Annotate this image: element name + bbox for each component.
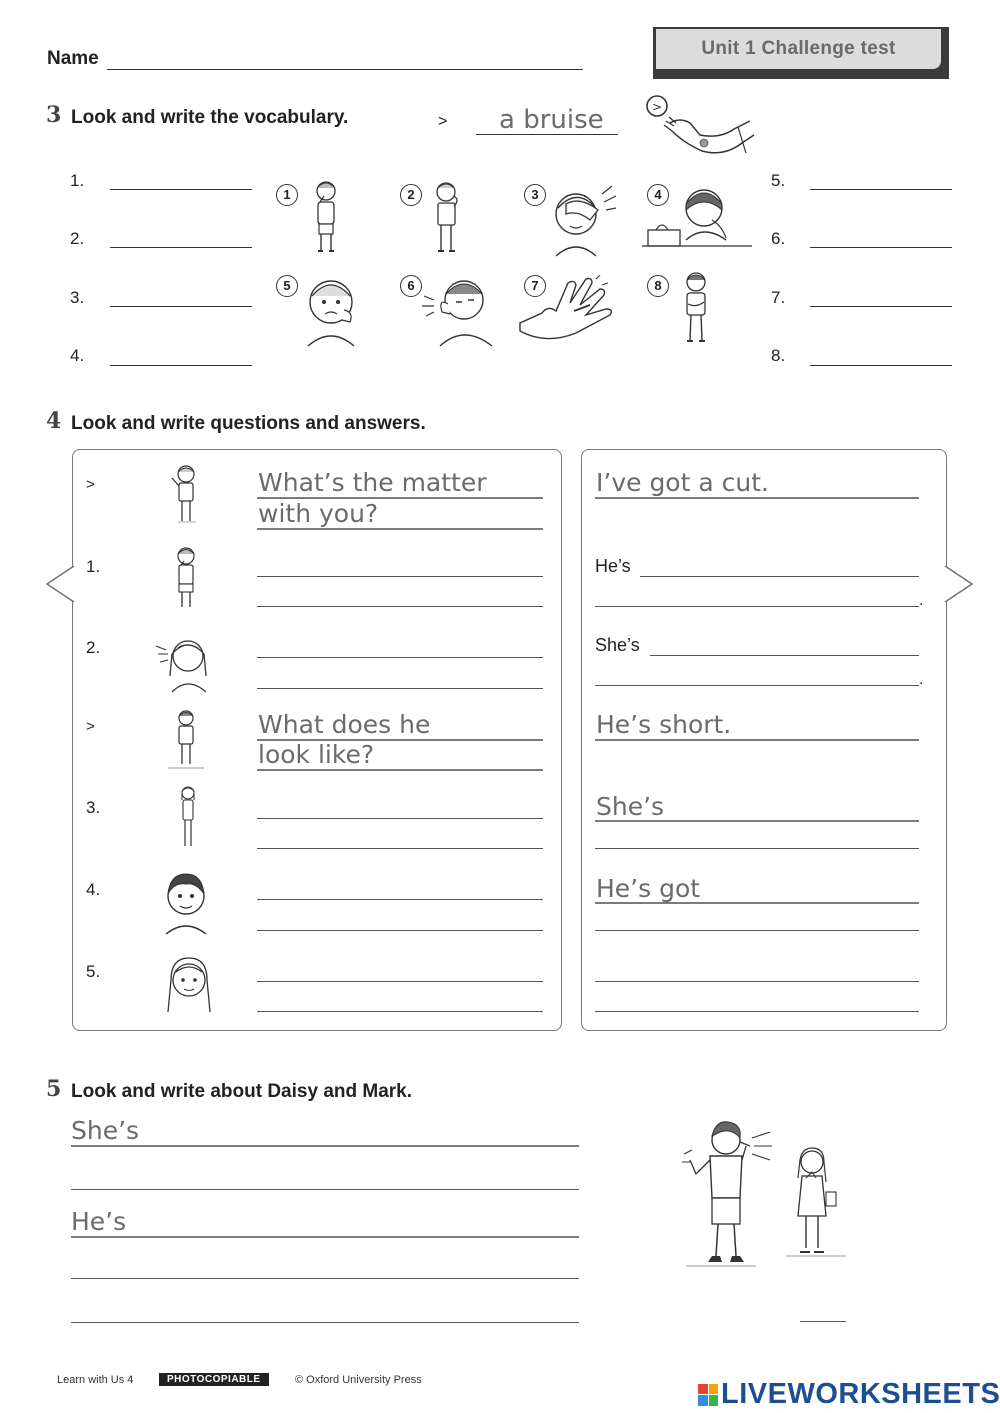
section3-number: 3 xyxy=(46,102,62,128)
question-line[interactable] xyxy=(257,848,543,849)
answer-line[interactable] xyxy=(595,930,919,931)
answer-line xyxy=(595,739,919,741)
answer-prefix-2: She’s xyxy=(595,635,640,655)
vocab-number-5: 5. xyxy=(771,171,786,190)
answer-line[interactable] xyxy=(595,685,919,686)
question-line[interactable] xyxy=(257,606,543,607)
answer-period: . xyxy=(919,592,924,609)
question-example-1-line-2: with you? xyxy=(258,499,379,528)
picture-number-3: 3 xyxy=(524,184,546,206)
row-label-example-1: > xyxy=(86,476,95,493)
example-answer: a bruise xyxy=(499,105,604,135)
section5-title: Look and write about Daisy and Mark. xyxy=(71,1081,413,1102)
question-line xyxy=(257,528,543,530)
example-marker: > xyxy=(438,113,448,130)
row-label-example-2: > xyxy=(86,718,95,735)
vocab-number-8: 8. xyxy=(771,346,786,365)
question-line[interactable] xyxy=(257,576,543,577)
answer-line[interactable] xyxy=(595,902,919,904)
answer-line[interactable] xyxy=(595,606,919,607)
answer-period: . xyxy=(919,671,924,688)
row-label-5: 5. xyxy=(86,962,101,981)
section4-title: Look and write questions and answers. xyxy=(71,413,426,434)
picture-toothache xyxy=(300,272,362,348)
row-label-3: 3. xyxy=(86,798,101,817)
row-label-1: 1. xyxy=(86,557,101,576)
picture-number-1: 1 xyxy=(276,184,298,206)
question-line[interactable] xyxy=(257,1011,543,1012)
question-example-2-line-1: What does he xyxy=(258,710,431,739)
name-input[interactable] xyxy=(112,44,578,68)
question-line[interactable] xyxy=(257,899,543,900)
example-line xyxy=(476,134,618,135)
questions-bubble-pointer xyxy=(46,566,76,607)
liveworksheets-logo-icon xyxy=(698,1384,718,1406)
row-picture-headache-girl xyxy=(154,632,216,694)
row-label-2: 2. xyxy=(86,638,101,657)
svg-text:>: > xyxy=(652,100,663,114)
answer-line[interactable] xyxy=(640,576,919,577)
section5-line2-start: He’s xyxy=(71,1207,127,1236)
vocab-number-7: 7. xyxy=(771,288,786,307)
photocopiable-badge: PHOTOCOPIABLE xyxy=(159,1373,269,1386)
picture-number-8: 8 xyxy=(647,275,669,297)
unit-title: Unit 1 Challenge test xyxy=(701,38,896,59)
section5-line[interactable] xyxy=(71,1236,579,1238)
section5-line[interactable] xyxy=(71,1145,579,1147)
picture-headache xyxy=(546,180,618,258)
picture-number-6: 6 xyxy=(400,275,422,297)
answers-bubble-pointer xyxy=(944,566,974,607)
answer-start-3: She’s xyxy=(596,792,665,821)
question-line[interactable] xyxy=(257,688,543,689)
answer-line[interactable] xyxy=(650,655,919,656)
picture-number-5: 5 xyxy=(276,275,298,297)
name-line xyxy=(107,69,583,70)
question-example-2-line-2: look like? xyxy=(258,740,375,769)
answer-example-2: He’s short. xyxy=(596,710,732,739)
vocab-number-1: 1. xyxy=(70,171,85,190)
answer-prefix-1: He’s xyxy=(595,556,631,576)
question-line[interactable] xyxy=(257,657,543,658)
row-picture-tall-girl xyxy=(170,784,206,850)
picture-sore-throat xyxy=(306,178,346,256)
footer-book-title: Learn with Us 4 xyxy=(57,1374,134,1386)
answer-example-1: I’ve got a cut. xyxy=(596,468,769,497)
question-line[interactable] xyxy=(257,818,543,819)
row-picture-sore-throat xyxy=(166,545,206,611)
section5-line1-start: She’s xyxy=(71,1116,140,1145)
picture-caption-line xyxy=(800,1321,846,1322)
vocab-line-8[interactable] xyxy=(810,365,952,366)
answer-line[interactable] xyxy=(595,1011,919,1012)
section5-line[interactable] xyxy=(71,1322,579,1323)
picture-number-2: 2 xyxy=(400,184,422,206)
picture-cold xyxy=(642,180,754,252)
question-line xyxy=(257,769,543,771)
question-line[interactable] xyxy=(257,930,543,931)
mark-and-daisy-picture xyxy=(676,1116,866,1272)
arm-bruise-picture xyxy=(642,95,757,165)
vocab-line-5[interactable] xyxy=(810,189,952,190)
row-picture-girl-face xyxy=(162,952,216,1018)
vocab-line-6[interactable] xyxy=(810,247,952,248)
footer-copyright: © Oxford University Press xyxy=(295,1374,422,1386)
answer-line xyxy=(595,497,919,499)
answer-line[interactable] xyxy=(595,981,919,982)
vocab-line-1[interactable] xyxy=(110,189,252,190)
vocab-line-3[interactable] xyxy=(110,306,252,307)
vocab-line-7[interactable] xyxy=(810,306,952,307)
section3-title: Look and write the vocabulary. xyxy=(71,107,349,128)
answer-line[interactable] xyxy=(595,848,919,849)
picture-stomach-ache xyxy=(676,270,716,346)
picture-number-7: 7 xyxy=(524,275,546,297)
vocab-number-3: 3. xyxy=(70,288,85,307)
picture-number-4: 4 xyxy=(647,184,669,206)
section5-line[interactable] xyxy=(71,1278,579,1279)
liveworksheets-logo[interactable] xyxy=(698,1378,1000,1411)
answer-start-4: He’s got xyxy=(596,874,701,903)
vocab-line-2[interactable] xyxy=(110,247,252,248)
section4-number: 4 xyxy=(46,408,62,434)
picture-cut-hand xyxy=(516,275,616,347)
row-picture-boy-face xyxy=(160,868,212,936)
unit-title-inner xyxy=(656,29,941,69)
row-picture-short-boy xyxy=(164,708,208,772)
liveworksheets-brand: LIVEWORKSHEETS xyxy=(721,1378,1000,1410)
name-label: Name xyxy=(47,48,99,69)
question-line[interactable] xyxy=(257,981,543,982)
question-example-1-line-1: What’s the matter xyxy=(258,468,487,497)
vocab-line-4[interactable] xyxy=(110,365,252,366)
row-label-4: 4. xyxy=(86,880,101,899)
vocab-number-4: 4. xyxy=(70,346,85,365)
vocab-number-6: 6. xyxy=(771,229,786,248)
vocab-number-2: 2. xyxy=(70,229,85,248)
picture-earache xyxy=(420,272,498,348)
picture-cough xyxy=(428,180,468,256)
row-picture-cut xyxy=(166,464,206,526)
unit-title-box xyxy=(653,27,949,79)
section5-line[interactable] xyxy=(71,1189,579,1190)
answer-line[interactable] xyxy=(595,820,919,822)
section5-number: 5 xyxy=(46,1076,62,1102)
